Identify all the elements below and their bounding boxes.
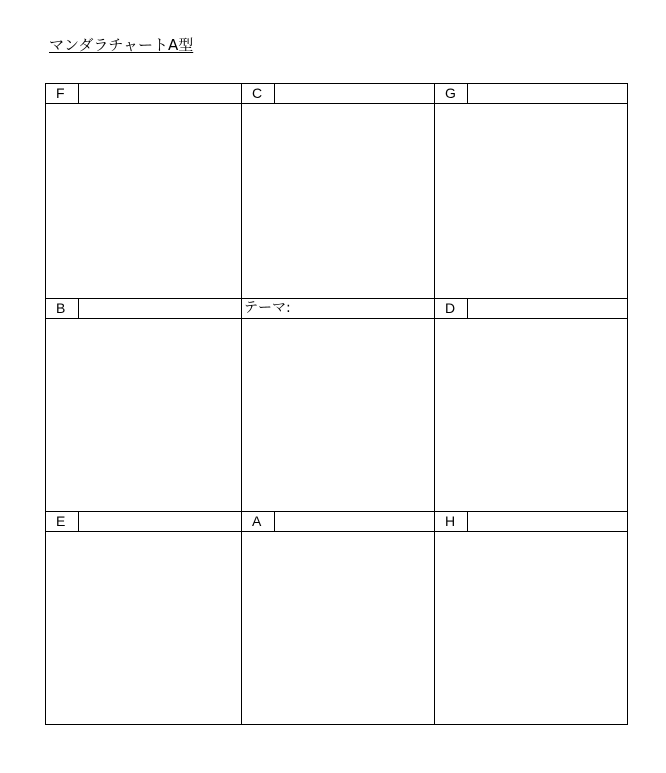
cell-e-header: [46, 512, 241, 532]
cell-d-title-field[interactable]: [468, 299, 627, 318]
cell-c-body[interactable]: [242, 104, 434, 298]
cell-f-label: F: [46, 84, 79, 103]
cell-h-body[interactable]: [435, 532, 627, 724]
cell-h: [435, 512, 627, 724]
cell-a: [241, 512, 435, 724]
cell-d-body[interactable]: [435, 319, 627, 511]
cell-g-label: G: [435, 84, 468, 103]
cell-theme: [241, 298, 435, 512]
theme-title-field[interactable]: [291, 299, 434, 318]
cell-g-body[interactable]: [435, 104, 627, 298]
cell-a-body[interactable]: [242, 532, 434, 724]
cell-h-label: H: [435, 512, 468, 531]
cell-a-title-field[interactable]: [275, 512, 434, 531]
cell-d-header: [435, 299, 627, 319]
cell-g-header: [435, 84, 627, 104]
cell-e-body[interactable]: [46, 532, 241, 724]
cell-f: [46, 84, 241, 298]
cell-d: [435, 298, 627, 512]
cell-c-label: C: [242, 84, 275, 103]
cell-a-header: [242, 512, 434, 532]
cell-g: [435, 84, 627, 298]
cell-h-title-field[interactable]: [468, 512, 627, 531]
cell-c: [241, 84, 435, 298]
cell-f-header: [46, 84, 241, 104]
cell-e-label: E: [46, 512, 79, 531]
cell-b: [46, 298, 241, 512]
cell-theme-body[interactable]: [242, 319, 434, 511]
cell-e-title-field[interactable]: [79, 512, 241, 531]
cell-h-header: [435, 512, 627, 532]
cell-a-label: A: [242, 512, 275, 531]
cell-f-title-field[interactable]: [79, 84, 241, 103]
cell-g-title-field[interactable]: [468, 84, 627, 103]
cell-theme-header: [242, 299, 434, 319]
mandala-chart-grid: [45, 83, 628, 725]
cell-d-label: D: [435, 299, 468, 318]
cell-f-body[interactable]: [46, 104, 241, 298]
cell-c-header: [242, 84, 434, 104]
cell-c-title-field[interactable]: [275, 84, 434, 103]
cell-b-header: [46, 299, 241, 319]
theme-label: テーマ:: [244, 300, 291, 316]
cell-b-label: B: [46, 299, 79, 318]
cell-e: [46, 512, 241, 724]
document-title: マンダラチャートA型: [49, 36, 194, 54]
cell-b-body[interactable]: [46, 319, 241, 511]
cell-b-title-field[interactable]: [79, 299, 241, 318]
